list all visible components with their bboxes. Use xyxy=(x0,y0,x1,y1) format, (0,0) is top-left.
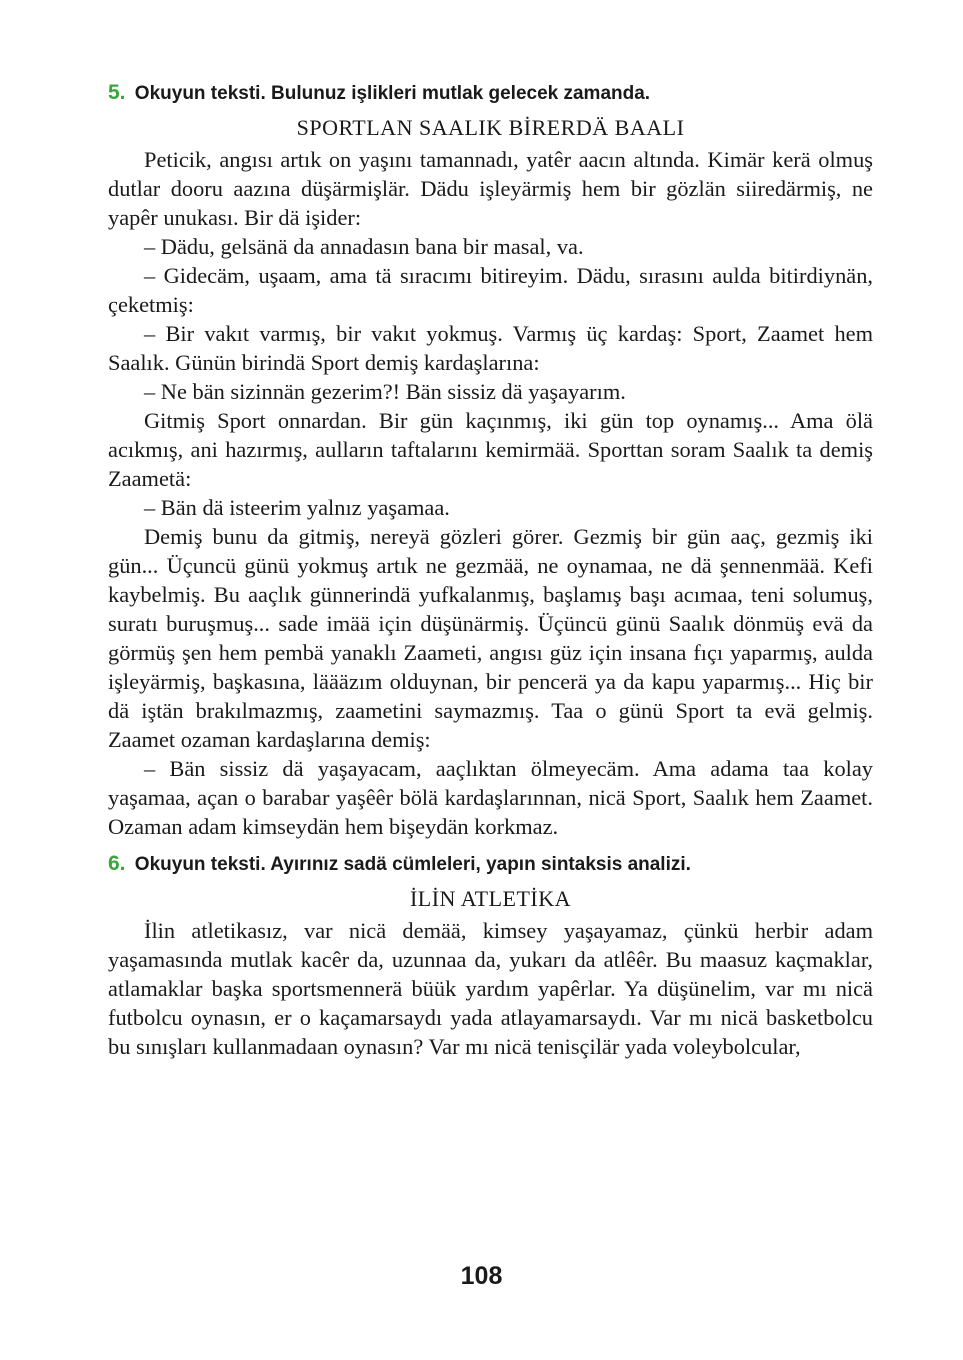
paragraph: – Bän sissiz dä yaşayacam, aaçlıktan ölmeyecäm. Ama adama taa kolay yaşamaa, açan o barabar yaşêêr bölä kardaşlarınnan, nicä Sport, Saalık hem Zaamet. Ozaman adam kimseydän hem bişeydän korkmaz. xyxy=(108,756,873,839)
task-6-number: 6. xyxy=(108,852,126,875)
page-number: 108 xyxy=(460,1262,503,1290)
paragraph: – Dädu, gelsänä da annadasın bana bir masal, va. xyxy=(144,234,584,259)
task-5-text: Okuyun teksti. Bulunuz işlikleri mutlak gelecek zamanda. xyxy=(134,83,651,104)
paragraph: – Bän dä isteerim yalnız yaşamaa. xyxy=(144,495,450,520)
task-5-instruction xyxy=(108,80,873,107)
paragraph: – Ne bän sizinnän gezerim?! Bän sissiz dä yaşayarım. xyxy=(144,379,626,404)
story-body-athletics xyxy=(108,916,873,1061)
task-6-instruction xyxy=(108,851,873,878)
task-5-number: 5. xyxy=(108,81,126,104)
paragraph: – Gidecäm, uşaam, ama tä sıracımı bitireyim. Dädu, sırasını aulda bitirdiynän, çeketmiş: xyxy=(108,263,873,317)
story-title-sport: SPORTLAN SAALIK BİRERDÄ BAALI xyxy=(296,115,685,140)
paragraph: Demiş bunu da gitmiş, nereyä gözleri görer. Gezmiş bir gün aaç, gezmiş iki gün... Üçuncü günü yokmuş artık ne gezmää, ne oynamaa, ne dä şennenmää. Kefi kaybelmiş. Bu aaçlık günnerindä yufkalanmış, başlamış başı acımaa, teni solumuş, suratı buruşmuş... sade imää için düşünärmiş. Üçüncü günü Saalık dönmüş evä da görmüş şen hem pembä yanaklı Zaameti, angısı güz için insana fıçı yaparmış, aulda işleyärmiş, başkasına, läääzım olduynan, bir pencerä ya da kapu yaparmış... Hiç bir dä iştän brakılmazmış, zaametini saymazmış. Taa o günü Sport ta evä gelmiş. Zaamet ozaman kardaşlarına demiş: xyxy=(108,524,873,752)
paragraph: – Bir vakıt varmış, bir vakıt yokmuş. Varmış üç kardaş: Sport, Zaamet hem Saalık. Günün birindä Sport demiş kardaşlarına: xyxy=(108,321,873,375)
story-body-sport xyxy=(108,145,873,841)
page-content xyxy=(108,80,873,1061)
paragraph: Peticik, angısı artık on yaşını tamannadı, yatêr aacın altında. Kimär kerä olmuş dutlar dooru aazına düşärmişlär. Dädu işleyärmiş hem bir gözlän siiredärmiş, ne yapêr unukası. Bir dä işider: xyxy=(108,147,873,230)
task-6-text: Okuyun teksti. Ayırınız sadä cümleleri, yapın sintaksis analizi. xyxy=(134,854,691,875)
paragraph: Gitmiş Sport onnardan. Bir gün kaçınmış, iki gün top oynamış... Ama ölä acıkmış, ani hazırmış, aulların taftalarını kemirmää. Sporttan soram Saalık ta demiş Zaametä: xyxy=(108,408,873,491)
story-title-athletics: İLİN ATLETİKA xyxy=(409,886,572,911)
paragraph: İlin atletikasız, var nicä demää, kimsey yaşayamaz, çünkü herbir adam yaşamasında mutlak kacêr da, uzunnaa da, yukarı da atlêêr. Bu maasuz kaçmaklar, atlamaklar başka sportsmennerä büük yardım yapêrlar. Ya düşünelim, var mı nicä futbolcu oynasın, er o kaçamarsaydı yada atlayamarsaydı. Var mı nicä basketbolcu bu sınışları kullanmadaan oynasın? Var mı nicä tenisçilär yada voleybolcular, xyxy=(108,918,873,1059)
